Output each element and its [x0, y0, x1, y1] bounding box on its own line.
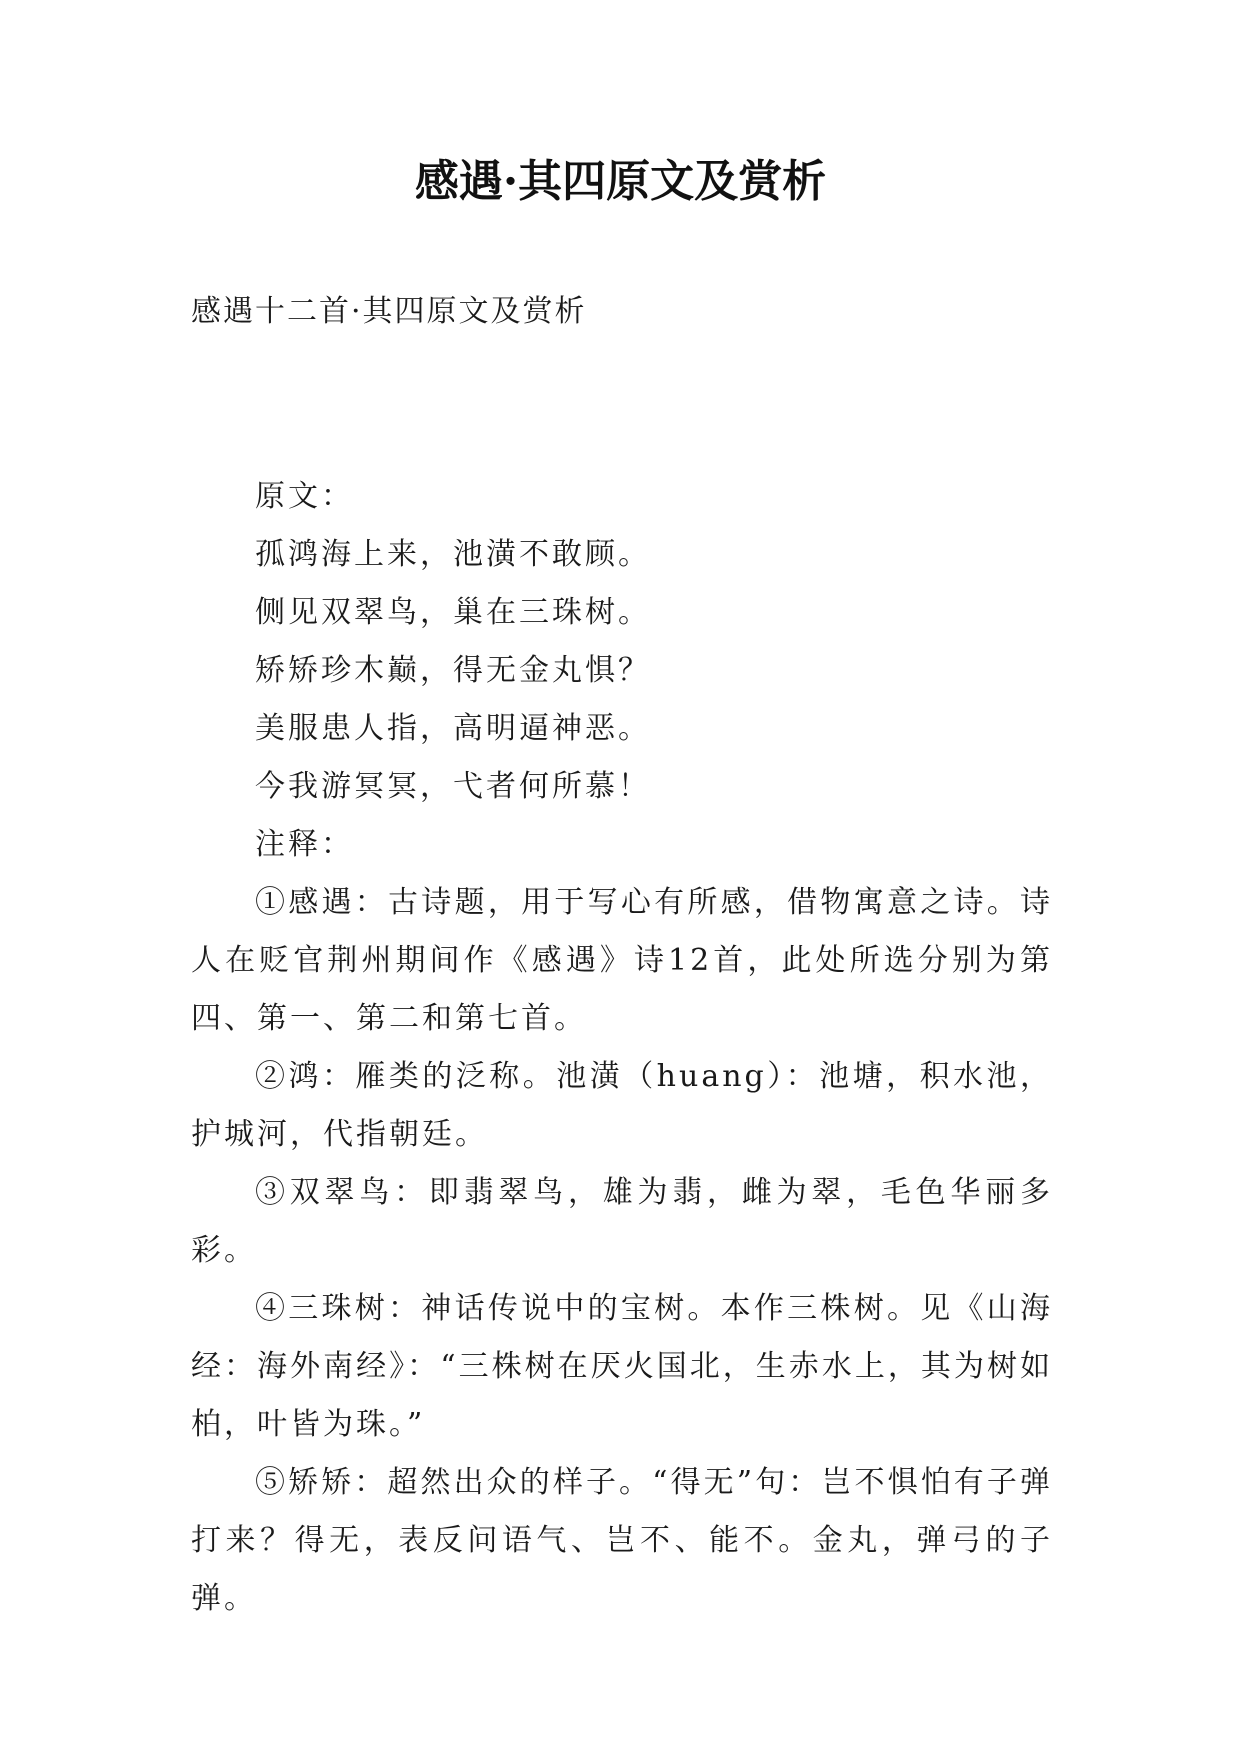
poem-line: 孤鸿海上来，池潢不敢顾。 [255, 537, 651, 572]
notes-heading: 注释： [255, 827, 354, 862]
note-paragraph: ⑤矫矫：超然出众的样子。“得无”句：岂不惧怕有子弹打来？得无，表反问语气、岂不、能不。金丸，弹弓的子弹。 [191, 1465, 1053, 1616]
note-paragraph: ③双翠鸟：即翡翠鸟，雄为翡，雌为翠，毛色华丽多彩。 [191, 1175, 1053, 1268]
document-subtitle: 感遇十二首·其四原文及赏析 [191, 294, 587, 329]
note-paragraph: ①感遇：古诗题，用于写心有所感，借物寓意之诗。诗人在贬官荆州期间作《感遇》诗12首，此处所选分别为第四、第一、第二和第七首。 [191, 885, 1053, 1036]
document-title: 感遇·其四原文及赏析 [414, 156, 827, 207]
note-paragraph: ④三珠树：神话传说中的宝树。本作三株树。见《山海经：海外南经》：“三株树在厌火国北，生赤水上，其为树如柏，叶皆为珠。” [191, 1291, 1053, 1442]
note-paragraph: ②鸿：雁类的泛称。池潢（huang）：池塘，积水池，护城河，代指朝廷。 [191, 1059, 1053, 1152]
document-body [191, 468, 1053, 1628]
poem-line: 矫矫珍木巅，得无金丸惧？ [255, 653, 651, 688]
poem-line: 今我游冥冥，弋者何所慕！ [255, 769, 651, 804]
poem-line: 侧见双翠鸟，巢在三珠树。 [255, 595, 651, 630]
poem-line: 美服患人指，高明逼神恶。 [255, 711, 651, 746]
original-heading: 原文： [255, 479, 354, 514]
